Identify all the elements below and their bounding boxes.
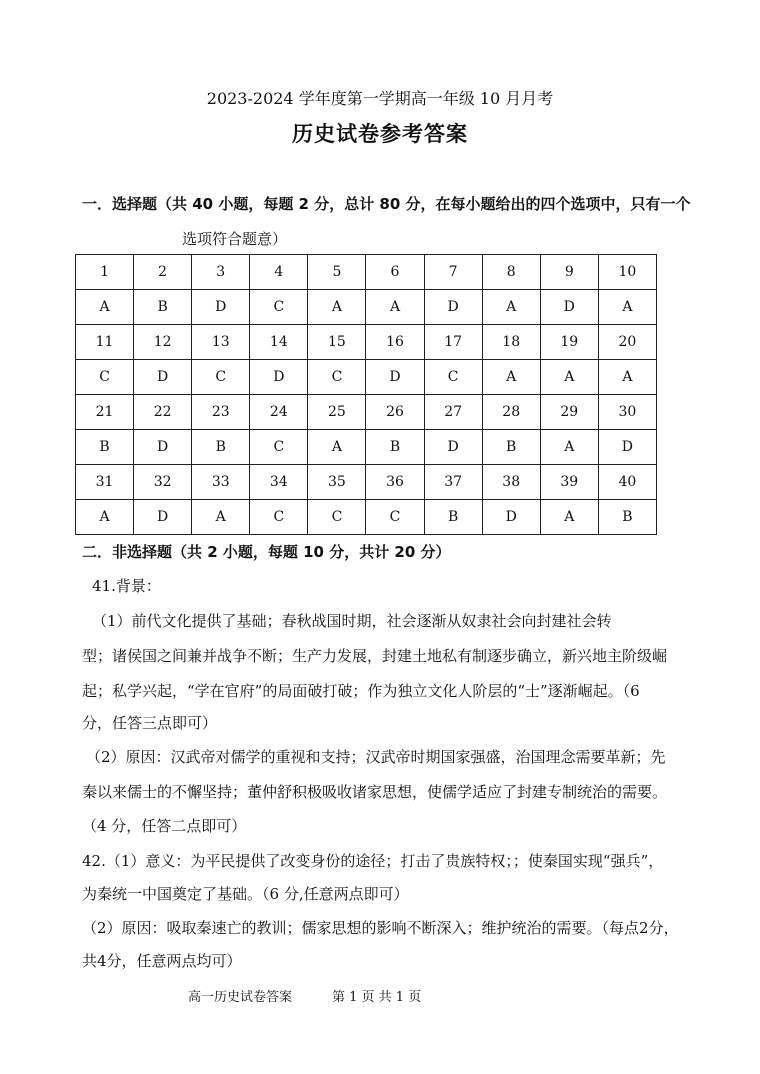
- answer-cell: C: [76, 360, 134, 395]
- question-number-cell: 33: [192, 465, 250, 500]
- question-number-cell: 4: [250, 255, 308, 290]
- answer-cell: C: [366, 500, 424, 535]
- question-number-cell: 3: [192, 255, 250, 290]
- q42-part2-line1: （2）原因：吸取秦速亡的教训；儒家思想的影响不断深入；维护统治的需要。（每点2分，: [82, 919, 679, 937]
- answer-cell: D: [192, 290, 250, 325]
- answer-cell: A: [540, 500, 598, 535]
- q41-part1-line2: 型；诸侯国之间兼并战争不断；生产力发展，封建土地私有制逐步确立，新兴地主阶级崛: [82, 647, 668, 665]
- answer-cell: C: [250, 290, 308, 325]
- answer-cell: D: [250, 360, 308, 395]
- question-number-cell: 12: [134, 325, 192, 360]
- section2-heading: 二．非选择题（共 2 小题，每题 10 分，共计 20 分）: [82, 543, 451, 561]
- q42-part1-line1: 42.（1）意义：为平民提供了改变身份的途径；打击了贵族特权；；使秦国实现“强兵”，: [82, 852, 664, 870]
- answer-cell: D: [424, 430, 482, 465]
- question-number-cell: 17: [424, 325, 482, 360]
- question-number-row: [76, 325, 657, 360]
- answer-cell: A: [598, 360, 656, 395]
- question-number-cell: 28: [482, 395, 540, 430]
- question-number-cell: 19: [540, 325, 598, 360]
- answer-cell: D: [134, 500, 192, 535]
- q41-part1-line3: 起；私学兴起，“学在官府”的局面破打破；作为独立文化人阶层的“士”逐渐崛起。（6: [82, 682, 640, 700]
- q42-part1-line2: 为秦统一中国奠定了基础。（6 分,任意两点即可）: [82, 885, 409, 903]
- answer-table: [75, 254, 657, 535]
- q41-part2-score: （4 分，任答二点即可）: [82, 817, 247, 835]
- question-number-cell: 8: [482, 255, 540, 290]
- document-title: 历史试卷参考答案: [292, 122, 468, 146]
- question-number-cell: 5: [308, 255, 366, 290]
- question-number-cell: 22: [134, 395, 192, 430]
- answer-cell: A: [540, 360, 598, 395]
- question-number-row: [76, 465, 657, 500]
- question-number-cell: 1: [76, 255, 134, 290]
- question-number-row: [76, 255, 657, 290]
- section1-heading: 一．选择题（共 40 小题，每题 2 分，总计 80 分，在每小题给出的四个选项中，只有一个: [82, 195, 691, 213]
- question-number-cell: 24: [250, 395, 308, 430]
- q41-part1-score: 分，任答三点即可）: [82, 714, 218, 732]
- q41-part1-line1: （1）前代文化提供了基础；春秋战国时期，社会逐渐从奴隶社会向封建社会转: [92, 612, 612, 630]
- answer-cell: D: [366, 360, 424, 395]
- q41-part2-line2: 秦以来儒士的不懈坚持；董仲舒积极吸收诸家思想，使儒学适应了封建专制统治的需要。: [82, 783, 668, 801]
- question-number-cell: 16: [366, 325, 424, 360]
- footer-page-number: 第 1 页 共 1 页: [332, 990, 422, 1005]
- answer-cell: D: [598, 430, 656, 465]
- question-number-cell: 26: [366, 395, 424, 430]
- question-number-cell: 18: [482, 325, 540, 360]
- answer-cell: C: [424, 360, 482, 395]
- question-number-row: [76, 395, 657, 430]
- question-number-cell: 13: [192, 325, 250, 360]
- exam-title: 2023-2024 学年度第一学期高一年级 10 月月考: [206, 89, 554, 108]
- answer-cell: A: [598, 290, 656, 325]
- answer-cell: A: [540, 430, 598, 465]
- answer-cell: B: [482, 430, 540, 465]
- answer-cell: B: [366, 430, 424, 465]
- answer-cell: A: [192, 500, 250, 535]
- answer-cell: D: [134, 430, 192, 465]
- answer-cell: A: [308, 290, 366, 325]
- answer-cell: A: [366, 290, 424, 325]
- question-number-cell: 29: [540, 395, 598, 430]
- answer-cell: B: [598, 500, 656, 535]
- question-number-cell: 15: [308, 325, 366, 360]
- q41-label: 41.背景：: [92, 577, 161, 595]
- answer-row: [76, 500, 657, 535]
- answer-cell: C: [250, 500, 308, 535]
- q42-part2-line2: 共4分，任意两点均可）: [82, 952, 242, 970]
- question-number-cell: 31: [76, 465, 134, 500]
- answer-cell: C: [308, 500, 366, 535]
- answer-row: [76, 290, 657, 325]
- answer-cell: A: [308, 430, 366, 465]
- question-number-cell: 11: [76, 325, 134, 360]
- answer-cell: A: [482, 290, 540, 325]
- question-number-cell: 23: [192, 395, 250, 430]
- answer-cell: B: [424, 500, 482, 535]
- question-number-cell: 9: [540, 255, 598, 290]
- question-number-cell: 37: [424, 465, 482, 500]
- question-number-cell: 27: [424, 395, 482, 430]
- answer-cell: D: [134, 360, 192, 395]
- question-number-cell: 25: [308, 395, 366, 430]
- answer-cell: D: [482, 500, 540, 535]
- question-number-cell: 36: [366, 465, 424, 500]
- question-number-cell: 30: [598, 395, 656, 430]
- question-number-cell: 2: [134, 255, 192, 290]
- question-number-cell: 6: [366, 255, 424, 290]
- question-number-cell: 7: [424, 255, 482, 290]
- question-number-cell: 21: [76, 395, 134, 430]
- question-number-cell: 40: [598, 465, 656, 500]
- answer-cell: A: [482, 360, 540, 395]
- answer-cell: C: [308, 360, 366, 395]
- answer-cell: D: [424, 290, 482, 325]
- question-number-cell: 32: [134, 465, 192, 500]
- answer-cell: B: [134, 290, 192, 325]
- question-number-cell: 35: [308, 465, 366, 500]
- answer-cell: A: [76, 500, 134, 535]
- answer-row: [76, 360, 657, 395]
- question-number-cell: 38: [482, 465, 540, 500]
- question-number-cell: 39: [540, 465, 598, 500]
- question-number-cell: 14: [250, 325, 308, 360]
- footer-label: 高一历史试卷答案: [188, 990, 293, 1005]
- question-number-cell: 20: [598, 325, 656, 360]
- q41-part2-line1: （2）原因：汉武帝对儒学的重视和支持；汉武帝时期国家强盛，治国理念需要革新；先: [86, 748, 666, 766]
- answer-cell: A: [76, 290, 134, 325]
- answer-cell: B: [76, 430, 134, 465]
- answer-cell: C: [192, 360, 250, 395]
- section1-heading-continued: 选项符合题意）: [182, 230, 288, 248]
- answer-cell: D: [540, 290, 598, 325]
- question-number-cell: 10: [598, 255, 656, 290]
- answer-cell: B: [192, 430, 250, 465]
- answer-row: [76, 430, 657, 465]
- answer-cell: C: [250, 430, 308, 465]
- question-number-cell: 34: [250, 465, 308, 500]
